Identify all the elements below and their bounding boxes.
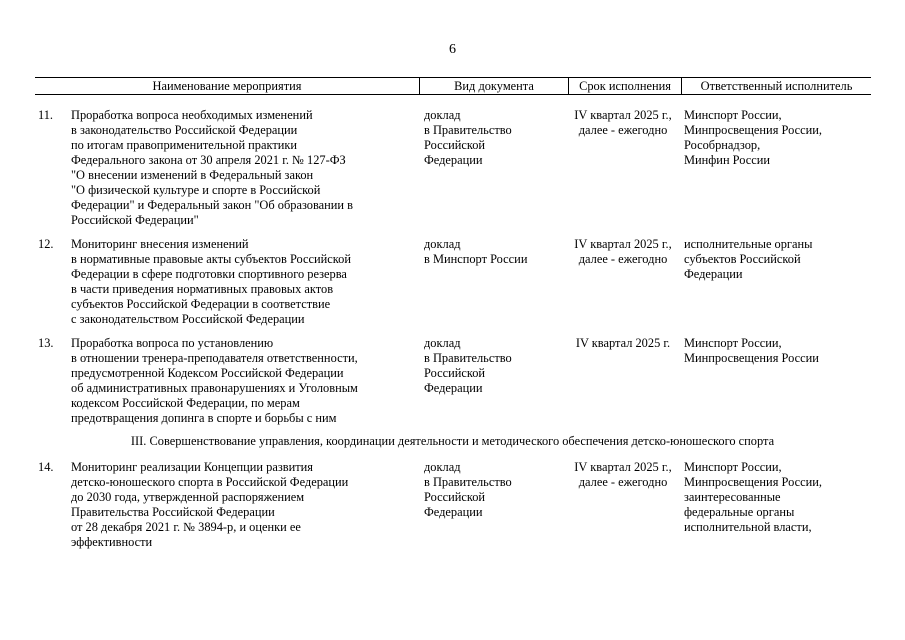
- activity-name: Проработка вопроса необходимых изменений в законодательство Российской Федерации по итогам правоприменительной практики Федерального закона от 30 апреля 2021 г. № 127-ФЗ "О внесении изменений в Федеральный закон "О физической культуре и спорте в Российской Федерации" и Федеральный закон "Об образовании в Российской Федерации": [71, 108, 354, 227]
- row-number: 14.: [38, 460, 54, 474]
- header-deadline: Срок исполнения: [568, 78, 681, 94]
- document-type: доклад в Правительство Российской Федерации: [424, 460, 512, 519]
- row-number: 11.: [38, 108, 54, 122]
- header-name: Наименование мероприятия: [152, 79, 302, 93]
- deadline: IV квартал 2025 г., далее - ежегодно: [574, 237, 672, 266]
- deadline: IV квартал 2025 г.: [575, 336, 671, 350]
- deadline: IV квартал 2025 г., далее - ежегодно: [574, 108, 672, 137]
- table-header: [35, 77, 871, 95]
- document-type: доклад в Правительство Российской Федерации: [424, 336, 512, 395]
- responsible: Минспорт России, Минпросвещения России, заинтересованные федеральные органы исполнительной власти,: [684, 460, 822, 534]
- page-number: 6: [449, 42, 456, 57]
- activity-name: Мониторинг внесения изменений в нормативные правовые акты субъектов Российской Федерации в сфере подготовки спортивного резерва в части приведения нормативных правовых актов субъектов Российской Федерации в соответствие с законодательством Российской Федерации: [71, 237, 352, 326]
- header-doc-type: Вид документа: [419, 78, 568, 94]
- document-type: доклад в Минспорт России: [424, 237, 528, 266]
- section-title: III. Совершенствование управления, координации деятельности и методического обеспечения детско-юношеского спорта: [130, 434, 775, 448]
- responsible: Минспорт России, Минпросвещения России, Рособрнадзор, Минфин России: [684, 108, 822, 167]
- header-responsible: Ответственный исполнитель: [681, 78, 871, 94]
- activity-name: Мониторинг реализации Концепции развития детско-юношеского спорта в Российской Федерации до 2030 года, утвержденной распоряжением Правительства Российской Федерации от 28 декабря 2021 г. № 3894-р, и оценки ее эффективности: [71, 460, 349, 549]
- deadline: IV квартал 2025 г., далее - ежегодно: [574, 460, 672, 489]
- document-type: доклад в Правительство Российской Федерации: [424, 108, 512, 167]
- activity-name: Проработка вопроса по установлению в отношении тренера-преподавателя ответственности, предусмотренной Кодексом Российской Федерации об административных правонарушениях и Уголовным кодексом Российской Федерации, по мерам предотвращения допинга в спорте и борьбы с ним: [71, 336, 358, 425]
- row-number: 13.: [38, 336, 54, 350]
- row-number: 12.: [38, 237, 54, 251]
- responsible: Минспорт России, Минпросвещения России: [684, 336, 819, 365]
- responsible: исполнительные органы субъектов Российской Федерации: [684, 237, 813, 281]
